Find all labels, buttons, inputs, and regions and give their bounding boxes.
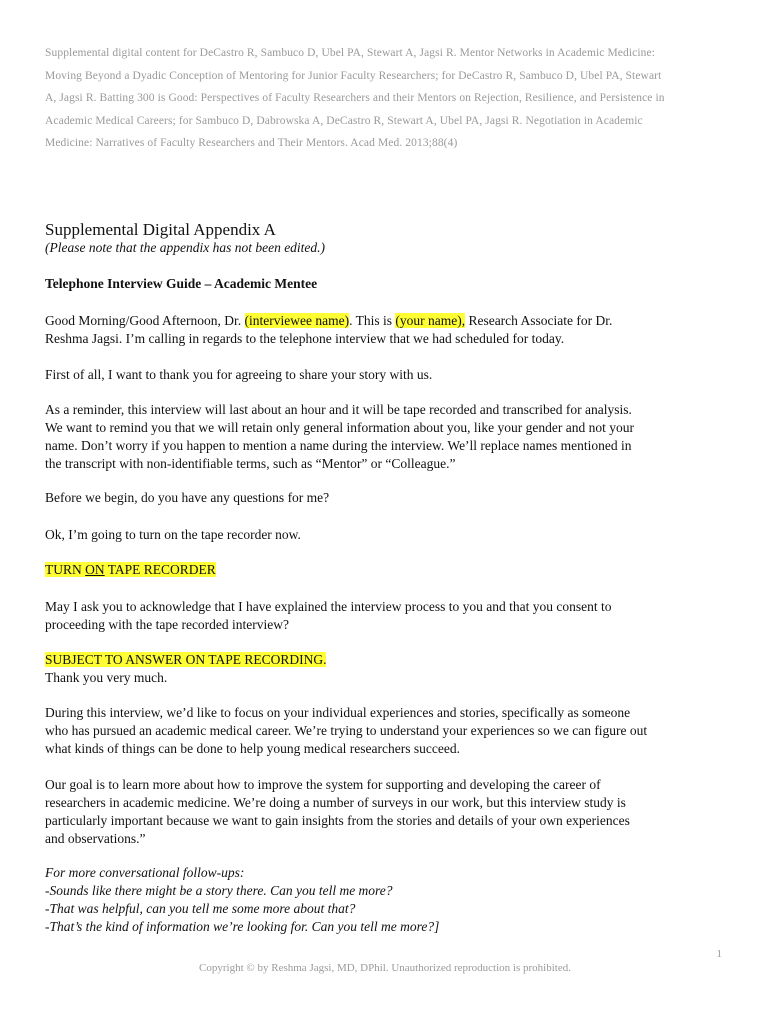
- paragraph-line: who has pursued an academic medical career. We’re trying to understand your experiences so we can figure out: [45, 723, 648, 738]
- guide-heading: Telephone Interview Guide – Academic Mentee: [45, 276, 318, 291]
- followup-item: -Sounds like there might be a story there. Can you tell me more?: [45, 883, 393, 898]
- goal-paragraph: [45, 776, 735, 848]
- paragraph-line: proceeding with the tape recorded interview?: [45, 617, 290, 632]
- paragraph-line: Our goal is to learn more about how to improve the system for supporting and developing the career of: [45, 777, 601, 792]
- subject-answer-instruction: SUBJECT TO ANSWER ON TAPE RECORDING.: [45, 652, 327, 667]
- instruction-emphasis: ON: [85, 562, 105, 577]
- paragraph-line: May I ask you to acknowledge that I have explained the interview process to you and that you consent to: [45, 599, 612, 614]
- greeting-text: Good Morning/Good Afternoon, Dr.: [45, 313, 245, 328]
- focus-paragraph: [45, 704, 735, 758]
- reminder-paragraph: [45, 401, 735, 473]
- instruction-text: TAPE RECORDER: [104, 562, 216, 577]
- followup-item: -That’s the kind of information we’re looking for. Can you tell me more?]: [45, 919, 440, 934]
- greeting-text: . This is: [349, 313, 396, 328]
- thanks-paragraph: First of all, I want to thank you for agreeing to share your story with us.: [45, 367, 433, 382]
- questions-paragraph: Before we begin, do you have any questions for me?: [45, 490, 330, 505]
- paragraph-line: As a reminder, this interview will last about an hour and it will be tape recorded and transcribed for analysis.: [45, 402, 632, 417]
- followups-heading: For more conversational follow-ups:: [45, 865, 245, 880]
- greeting-paragraph: [45, 312, 735, 348]
- paragraph-line: researchers in academic medicine. We’re doing a number of surveys in our work, but this interview study is: [45, 795, 626, 810]
- appendix-title: Supplemental Digital Appendix A: [45, 220, 276, 239]
- page-number: 1: [716, 948, 722, 960]
- citation-line: Medicine: Narratives of Faculty Researchers and Their Mentors. Acad Med. 2013;88(4): [45, 137, 458, 149]
- citation-line: Moving Beyond a Dyadic Conception of Mentoring for Junior Faculty Researchers; for DeCastro R, Sambuco D, Ubel PA, Stewart: [45, 69, 662, 82]
- paragraph-line: what kinds of things can be done to help young medical researchers succeed.: [45, 741, 460, 756]
- thank-you-line: Thank you very much.: [45, 670, 168, 685]
- paragraph-line: During this interview, we’d like to focus on your individual experiences and stories, specifically as someone: [45, 705, 631, 720]
- greeting-line: Reshma Jagsi. I’m calling in regards to the telephone interview that we had scheduled for today.: [45, 331, 565, 346]
- appendix-note: (Please note that the appendix has not been edited.): [45, 240, 326, 255]
- citation-line: A, Jagsi R. Batting 300 is Good: Perspectives of Faculty Researchers and their Mentors on Rejection, Resilience, and Persistence in: [45, 92, 665, 104]
- subject-answer-paragraph: [45, 651, 735, 687]
- citation-line: Academic Medical Careers; for Sambuco D, Dabrowska A, DeCastro R, Stewart A, Ubel PA, Jagsi R. Negotiation in Academic: [45, 114, 643, 127]
- followup-item: -That was helpful, can you tell me some more about that?: [45, 901, 356, 916]
- consent-paragraph: [45, 598, 735, 634]
- turn-on-instruction: [45, 561, 735, 579]
- followups-paragraph: [45, 864, 735, 936]
- paragraph-line: particularly important because we want to gain insights from the stories and details of your own experiences: [45, 813, 630, 828]
- paragraph-line: and observations.”: [45, 831, 146, 846]
- citation-line: Supplemental digital content for DeCastro R, Sambuco D, Ubel PA, Stewart A, Jagsi R. Mentor Networks in Academic Medicine:: [45, 47, 655, 59]
- citation-header: [45, 42, 730, 155]
- greeting-text: Research Associate for Dr.: [465, 313, 613, 328]
- interviewee-name-placeholder: (interviewee name): [244, 313, 350, 328]
- tape-intro-paragraph: Ok, I’m going to turn on the tape recorder now.: [45, 527, 301, 542]
- your-name-placeholder: (your name),: [395, 313, 466, 328]
- instruction-text: TURN: [45, 562, 86, 577]
- paragraph-line: name. Don’t worry if you happen to mention a name during the interview. We’ll replace names mentioned in: [45, 438, 632, 453]
- paragraph-line: We want to remind you that we will retain only general information about you, like your gender and not your: [45, 420, 635, 435]
- copyright-footer: Copyright © by Reshma Jagsi, MD, DPhil. Unauthorized reproduction is prohibited.: [199, 962, 571, 974]
- paragraph-line: the transcript with non-identifiable terms, such as “Mentor” or “Colleague.”: [45, 456, 456, 471]
